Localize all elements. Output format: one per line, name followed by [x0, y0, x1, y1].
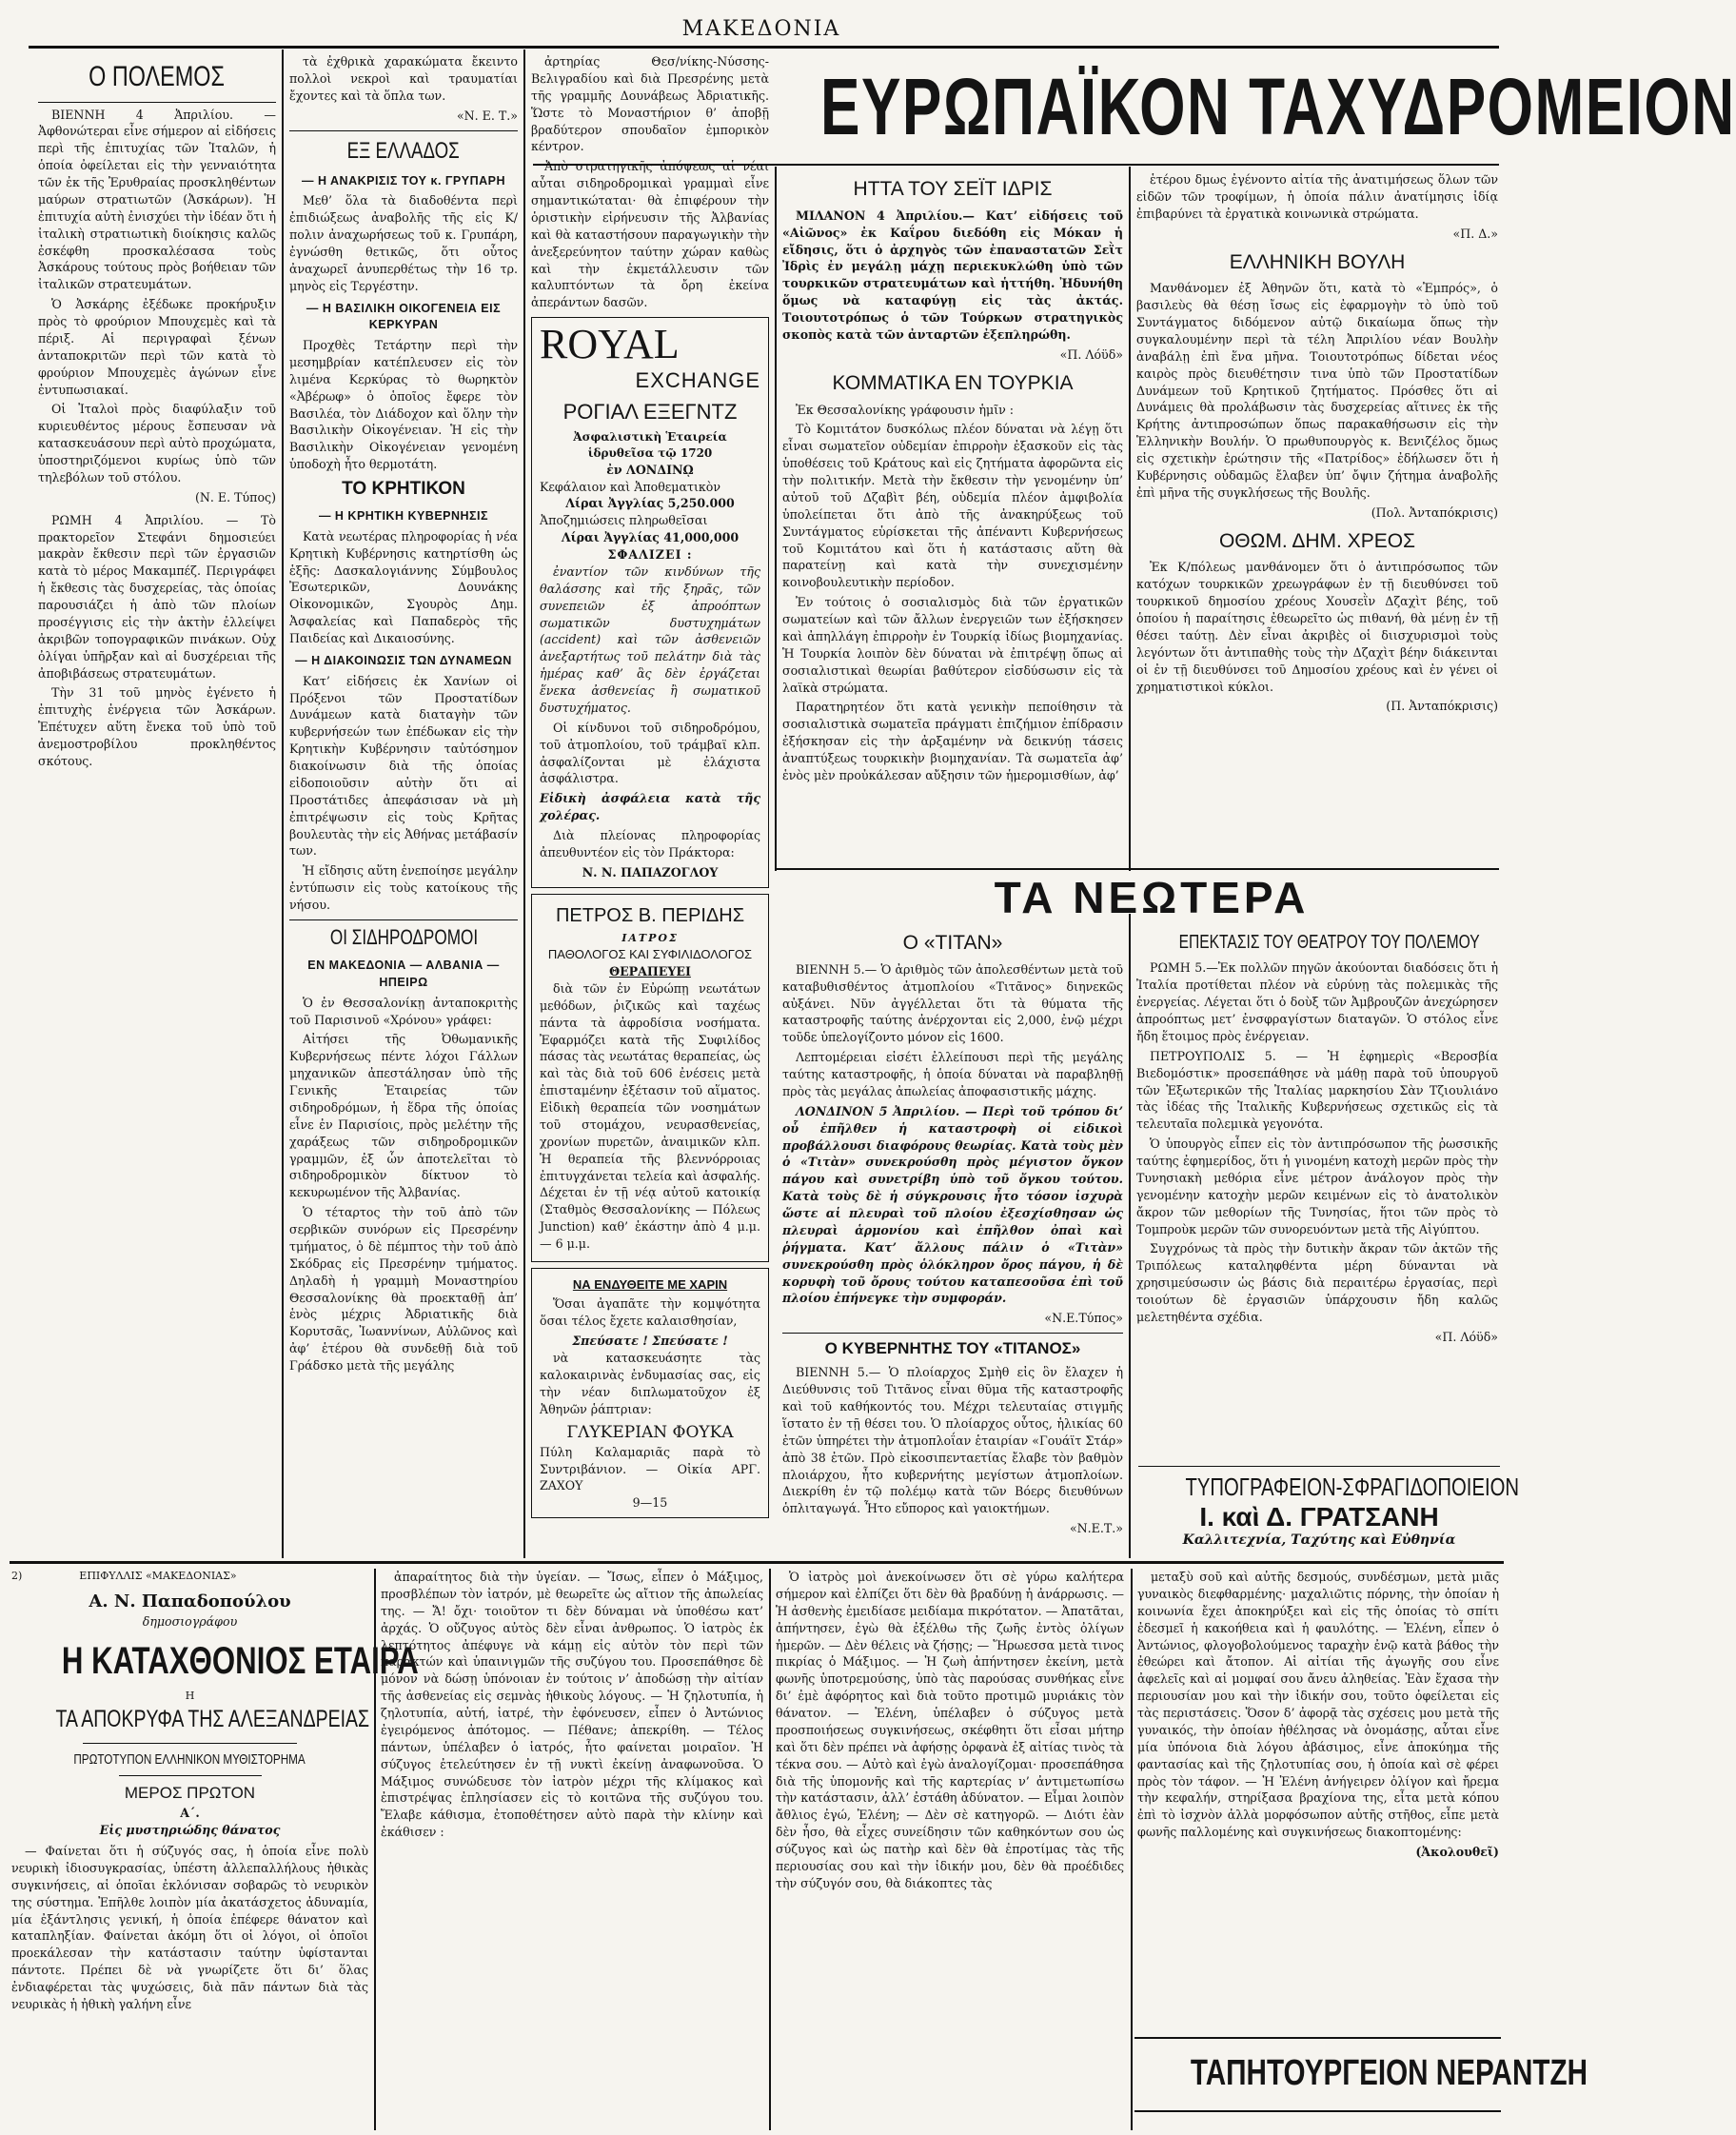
ad-nerantzi-text: ΤΑΠΗΤΟΥΡΓΕΙΟΝ ΝΕΡΑΝΤΖΗ [1190, 2053, 1588, 2093]
article-paragraph: Προχθὲς Τετάρτην περὶ τὴν μεσημβρίαν κατέπλευσεν εἰς τὸν λιμένα Κερκύρας τὸ θωρηκτὸν «Ἀβέρωφ» ὁ ὁποῖος ἔφερε τὸν Βασιλέα, τὸν Διάδοχον καὶ ὅλην τὴν Βασιλικὴν Οἰκογένειαν. Ἡ εἰς τὴν Βασιλικὴν Οἰκογένειαν γενομένη ὑποδοχὴ ἦτο θερμοτάτη. [289, 338, 518, 472]
subhead: — Η ΒΑΣΙΛΙΚΗ ΟΙΚΟΓΕΝΕΙΑ ΕΙΣ ΚΕΡΚΥΡΑΝ [306, 301, 502, 332]
article-paragraph: ΠΕΤΡΟΥΠΟΛΙΣ 5. — Ἡ ἐφημερὶς «Βεροσβία Βιεδομόστικ» προσεπάθησε νὰ μάθῃ παρὰ τοῦ ὑπουργοῦ τῶν Ἐξωτερικῶν τῆς Ἰταλίας μαρκησίου Σὰν Τζιουλιάνο τὰς ἰδέας τῆς Ἰταλικῆς Κυβερνήσεως σχετικῶς εἰς τὰ τελευταῖα πολεμικὰ γεγονότα. [1136, 1048, 1498, 1132]
neotera-rule-top [776, 868, 1499, 870]
column-rule [282, 49, 284, 1558]
war-title [38, 57, 276, 103]
top-rule [29, 46, 1499, 49]
column-war-theatre [1136, 925, 1498, 1477]
article-paragraph: ἀρτηρίας Θεσ/νίκης-Νύσσης-Βελιγραδίου καὶ διὰ Πρεσρένης μετὰ τῆς γραμμῆς Δουνάβεως Ἀδριατικῆς. Ὥστε τὸ Μοναστήριον θ’ ἀποβῇ βραδύτερον σπουδαῖον ἐμπορικὸν κέντρον. [531, 54, 769, 154]
war-title-text: Ο ΠΟΛΕΜΟΣ [89, 61, 226, 92]
ad-royal-line9: Λίραι Ἀγγλίας 41,000,000 [561, 530, 740, 545]
column-ads [531, 53, 769, 1557]
banner-rule [533, 164, 1499, 166]
subhead-idris: ΗΤΤΑ ΤΟΥ ΣΕΪΤ ΙΔΡΙΣ [853, 178, 1053, 200]
banner-european-post [820, 49, 1736, 164]
ad-gratsani-line1 [1138, 1473, 1520, 1502]
article-paragraph: Οἱ Ἰταλοὶ πρὸς διαφύλαξιν τοῦ κυριευθέντος μέρους ἔσπευσαν νὰ κατασκευάσουν περὶ αὐτὸ προχώματα, ὑποστηριζόμενοι κυρίως ὑπὸ τῶν τηλεβόλων τοῦ στόλου. [38, 402, 276, 484]
article-paragraph: ΒΙΕΝΝΗ 4 Ἀπριλίου. — Ἀφθονώτεραι εἶνε σήμερον αἱ εἰδήσεις περὶ τῆς ἐπιτυχίας τῶν Ἰταλῶν, ἡ ὁποία ὀφείλεται εἰς τὴν γενναιότητα τῶν ἐκ τῆς Ἐρυθραίας προσκληθέντων μαύρων στρατιωτῶν (Ἀσκάρων). Ἡ ἐπιτυχία αὐτὴ ἐνισχύει τὴν ἰδέαν ὅτι ἡ ἰταλικὴ στρατιωτικὴ διοίκησις καλῶς ἐσκέφθη προσκαλέσασα τοὺς Ἀσκάρους τούτους πρὸς βοήθειαν τῶν ἰταλικῶν στρατευμάτων. [38, 107, 276, 292]
article-paragraph: ἑτέρου δμως ἐγένοντο αἰτία τῆς ἀνατιμήσεως ὅλων τῶν εἰδῶν τῶν τροφίμων, ἡ ὁποία πάλιν ἀνατίμησις ἰδίᾳ ἐπιβαρύνει τὰ ἐργατικὰ κοινωνικὰ στρώματα. [1136, 172, 1498, 221]
feuilleton-column-1 [11, 1569, 419, 2130]
ad-royal-line3: ΡΟΓΙΑΛ ΕΞΕΓΝΤΖ [562, 400, 738, 425]
article-paragraph: Ἀπὸ στρατηγικῆς ἀπόψεως αἱ νέαι αὗται σιδηροδρομικαὶ γραμμαὶ εἶνε σημαντικώταται· θὰ ἐπιφέρουν τὴν ὁριστικὴν εἰρήνευσιν τῆς Ἀλβανίας καὶ θὰ καταστήσουν παραγωγικὴν τὴν ἀνεξερεύνητον ταύτην χώραν καθὼς καὶ τὴν ἐκμετάλλευσιν τῶν καλυπτόντων τὰ ὄρη ἐκείνα ἀπεράντων δασῶν. [531, 159, 769, 310]
ad-royal-line5: ἐν ΛΟΝΔΙΝῼ [606, 462, 694, 477]
feuilleton-subtitle [11, 1703, 368, 1737]
feuilleton-author: Α. Ν. Παπαδοπούλου [89, 1591, 291, 1611]
article-paragraph: Ἐκ Κ/πόλεως μανθάνομεν ὅτι ὁ ἀντιπρόσωπος τῶν κατόχων τουρκικῶν χρεωγράφων ἐν τῇ διευθύνσει τοῦ τουρκικοῦ δημοσίου χρέους Χουσεῒν Δζαχὶτ βέης, τοῦ ὁποίου ἡ παραίτησις ἐθεωρεῖτο ὡς πιθανή, θὰ μένῃ ἐν τῇ θέσει ταύτῃ. Δὲν εἶναι ἀκριβὲς οἱ διισχυρισμοὶ τοὺς λεγόντων ὅτι ἀντιπαθὴς τοὺς τὴν Δζαχὶτ βέην διάκεινται οἱ ἐν τῇ διευθύνσει τοῦ Δημοσίου χρέους καὶ ἐν γένει οἱ χρηματιστικοὶ κύκλοι. [1136, 560, 1498, 694]
column-rule [769, 1569, 771, 2130]
feuilleton-title [11, 1634, 419, 1689]
article-paragraph: Κατ’ εἰδήσεις ἐκ Χανίων οἱ Πρόξενοι τῶν Προστατίδων Δυνάμεων κατὰ διαταγὴν τῶν κυβερνήσεών των ἐπέδωκαν εἰς τὴν Κρητικὴν Κυβέρνησιν ταὐτόσημον διακοίνωσιν διὰ τῆς ὁποίας εἰδοποιοῦσιν αὐτὴν ὅτι αἱ Προστάτιδες ἀπεφάσισαν νὰ μὴ ἐπιτρέψωσιν εἰς τοὺς Κρῆτας βουλευτὰς τὴν εἰς Ἀθήνας μετάβασίν των. [289, 673, 518, 859]
article-paragraph: Παρατηρητέον ὅτι κατὰ γενικὴν πεποίθησιν τὰ σοσιαλιστικὰ σωματεῖα πράγματι ἐπιζήμιον ἐπίδρασιν ἐξήσκησαν εἰς τὴν ἀρξαμένην νὰ δεικνύῃ τάσεις ἀναπτύξεως τουρκικὴν βιομηχανίαν. Τὰ σωματεῖα ἀφ’ ἑνὸς μὲν προὐκάλεσαν αὔξησιν τῶν ἡμερομισθίων, ἀφ’ [782, 700, 1123, 782]
article-paragraph: Συγχρόνως τὰ πρὸς τὴν δυτικὴν ἄκραν τῶν ἀκτῶν τῆς Τριπόλεως καταληφθέντα μέρη δύνανται νὰ χρησιμεύσωσιν ὡς βάσις διὰ περαιτέρω ἐργασίας, περὶ τοιούτων δὲ ἐργασιῶν ὑπάρχουσιν ἤδη καλῶς μελετηθέντα σχέδια. [1136, 1241, 1498, 1324]
article-source: (Ν. Ε. Τύπος) [194, 489, 276, 504]
feuilleton-header [11, 1569, 368, 1584]
ad-doctor-body: διὰ τῶν ἐν Εὐρώπῃ νεωτάτων μεθόδων, ῥιζικῶς καὶ ταχέως πάντα τὰ ἀφροδίσια νοσήματα. Ἐφαρμόζει κατὰ τῆς Συφιλίδος πάσας τὰς νεωτάτας θεραπείας, ὡς καὶ τὰς διὰ τοῦ 606 ἐνέσεις μετὰ ἐπισταμένην ἐξέτασιν τοῦ αἵματος. Εἰδικὴ θεραπεία τῶν νοσημάτων τοῦ στομάχου, νευρασθενείας, χρονίων πυρετῶν, ἀναιμικῶν κλπ. Ἡ θεραπεία τῆς βλεννόρροιας ἐπιτυγχάνεται τελεία καὶ ἀσφαλής. Δέχεται ἐν τῇ νέᾳ αὐτοῦ κατοικίᾳ (Σταθμὸς Θεσσαλονίκης — Πόλεως Junction) καθ’ ἑκάστην ἀπὸ 4 μ.μ. — 6 μ.μ. [540, 980, 760, 1252]
running-head: ΜΑΚΕΔΟΝΙΑ [681, 17, 841, 41]
ad-royal-exchange [531, 317, 769, 888]
ad-royal-line8: Ἀποζημιώσεις πληρωθεῖσαι [540, 513, 708, 528]
feuilleton-column-2 [381, 1569, 763, 2130]
column-rule [1131, 1569, 1133, 2130]
subhead-chreos: ΟΘΩΜ. ΔΗΜ. ΧΡΕΟΣ [1218, 529, 1416, 552]
section-title-railways-text: ΟΙ ΣΙΔΗΡΟΔΡΟΜΟΙ [329, 924, 478, 949]
article-paragraph: ΛΟΝΔΙΝΟΝ 5 Ἀπριλίου. — Περὶ τοῦ τρόπου δι’ οὗ ἐπῆλθεν ἡ καταστροφὴ οἱ εἰδικοὶ προβάλλουσι διαφόρους θεωρίας. Κατὰ τοὺς μὲν ὁ «Τιτὰν» συνεκρούσθη πρὸς μέγιστον ὄγκον πάγου καὶ συνετρίβη ὑπὸ τοῦ ὄγκου τούτου. Κατὰ τοὺς δὲ ἡ σύγκρουσις ἦτο τόσον ἰσχυρὰ ὥστε αἱ πλευραὶ τοῦ πλοίου ἐξεσχίσθησαν ὡς πλευραὶ ἁρμονίου καὶ ἐπῆλθον ὀπαὶ καὶ ῥήγματα. Κατ’ ἄλλους πάλιν ὁ «Τιτὰν» συνεκρούσθη πρὸς ὁλόκληρον ὄρος πάγου, ἡ δὲ κορυφὴ τοῦ ὄρους τούτου καταπεσοῦσα ἐπὶ τοῦ πλοίου ἐπήνεγκε τὴν συμφοράν. [782, 1103, 1123, 1306]
ad-seamstress-body2: νὰ κατασκευάσητε τὰς καλοκαιρινὰς ἐνδυμασίας σας, εἰς τὴν νέαν διπλωματοῦχον ἐξ Ἀθηνῶν ῥάπτριαν: [540, 1351, 760, 1416]
banner-title: ΕΥΡΩΠΑΪΚΟΝ ΤΑΧΥΔΡΟΜΕΙΟΝ [820, 62, 1736, 151]
article-source: «Ν.Ε.Τύπος» [1044, 1311, 1123, 1326]
section-title-railways [289, 922, 518, 952]
article-paragraph: Λεπτομέρειαι εἰσέτι ἐλλείπουσι περὶ τῆς μεγάλης ταύτης καταστροφῆς, ἡ ὁποία δύναται νὰ παραβληθῇ πρὸς τὰς μεγάλας ἀπωλείας ἀποφασιστικῆς μάχης. [782, 1050, 1123, 1098]
ad-doctor-title: ΙΑΤΡΟΣ [621, 932, 679, 945]
article-paragraph: Ἐκ Θεσσαλονίκης γράφουσιν ἡμῖν : [796, 402, 1015, 417]
column-war [38, 53, 276, 1557]
ad-seamstress [531, 1268, 769, 1518]
article-paragraph: ΡΩΜΗ 5.—Ἐκ πολλῶν πηγῶν ἀκούονται διαδόσεις ὅτι ἡ Ἰταλία προτίθεται πλέον νὰ εὐρύνῃ τὰς πολεμικὰς τῆς ἐνεργείας. Λέγεται ὅτι ὁ δοὺξ τῶν Ἀμβρουζῶν ἀνεχώρησεν ἀπροόπτως μετ’ ἐνσφραγίστων διαταγῶν. Ὁ στόλος εἶνε ἤδη ἕτοιμος πρὸς ἐνέργειαν. [1136, 960, 1498, 1043]
ad-royal-body: ἐναντίον τῶν κινδύνων τῆς θαλάσσης καὶ τῆς ξηρᾶς, τῶν συνεπειῶν ἐξ ἀπροόπτων σωματικῶν δυστυχημάτων (accident) καὶ τῶν ἀσθενειῶν ἀνεξαρτήτως τοῦ πελάτην διὰ τὰς ἡμέρας καθ’ ἃς δὲν ἐργάζεται ἕνεκα ἀσθενείας ἢ σωματικοῦ δυστυχήματος. [540, 563, 760, 715]
feuilleton-chapter: Α΄. [180, 1806, 200, 1821]
column-rule [1129, 167, 1131, 871]
article-paragraph: Ὁ τέταρτος τὴν τοῦ ἀπὸ τῶν σερβικῶν συνόρων εἰς Πρεσρένην τμήματος, ὁ δὲ πέμπτος τὴν τοῦ ἀπὸ Σκόδρας εἰς Πρεσρένην τμήματος. Δηλαδὴ ἡ γραμμὴ Μοναστηρίου Θεσσαλονίκης θὰ προεκταθῇ ἀπ’ ἑνὸς μέχρις Ἀδριατικῆς διὰ Κορυτσᾶς, Ἰωαννίνων, Αὐλῶνος καὶ ἀφ’ ἑτέρου θὰ συνδεθῇ διὰ τοῦ Γράδσκο μετὰ τῆς μεγάλης [289, 1205, 518, 1374]
subhead-epektasis [1136, 929, 1498, 956]
ad-seamstress-title: ΝΑ ΕΝΔΥΘΕΙΤΕ ΜΕ ΧΑΡΙΝ [572, 1276, 728, 1292]
ad-royal-body3: Διὰ πλείονας πληροφορίας ἀπευθυντέον εἰς τὸν Πράκτορα: [540, 828, 760, 860]
feuilleton-genre [11, 1750, 368, 1769]
ad-royal-agent: Ν. Ν. ΠΑΠΑΖΟΓΛΟΥ [582, 864, 719, 880]
subhead: — Η ΑΝΑΚΡΙΣΙΣ ΤΟΥ κ. ΓΡΥΠΑΡΗ [302, 173, 505, 188]
feuilleton-column-3 [776, 1569, 1124, 2130]
column-rule [775, 167, 777, 871]
feuilleton-column-4 [1137, 1569, 1499, 1978]
ad-doctor-treats: ΘΕΡΑΠΕΥΕΙ [609, 964, 691, 979]
article-paragraph: Ὁ ἐν Θεσσαλονίκῃ ἀνταποκριτὴς τοῦ Παρισινοῦ «Χρόνου» γράφει: [289, 995, 518, 1027]
column-titan [782, 925, 1123, 1558]
section-title-kritikon: ΤΟ ΚΡΗΤΙΚΟΝ [342, 479, 465, 500]
ad-gratsani-line1-text: ΤΥΠΟΓΡΑΦΕΙΟΝ-ΣΦΡΑΓΙΔΟΠΟΙΕΙΟΝ [1185, 1473, 1520, 1501]
ad-doctor [531, 894, 769, 1262]
ad-doctor-specialty: ΠΑΘΟΛΟΓΟΣ ΚΑΙ ΣΥΦΙΛΙΔΟΛΟΓΟΣ [547, 946, 753, 961]
article-source: «Ν. Ε. Τ.» [456, 108, 518, 123]
ad-royal-body2: Οἱ κίνδυνοι τοῦ σιδηροδρόμου, τοῦ ἀτμοπλοίου, τοῦ τράμβαϊ κλπ. ἀσφαλίζονται μὲ ἐλάχιστα ἀσφάλιστρα. [540, 720, 760, 786]
article-paragraph: Αἰτήσει τῆς Ὀθωμανικῆς Κυβερνήσεως πέντε λόχοι Γάλλων μηχανικῶν ἀπεστάλησαν ὑπὸ τῆς Γενικῆς Ἑταιρείας τῶν σιδηροδρόμων, ἡ ἕδρα τῆς ὁποίας εἶνε ἐν Παρισίοις, πρὸς μελέτην τῆς χαράξεως τῶν σιδηροδρομικῶν γραμμῶν, ἐξ ὧν ἀποτελεῖται τὸ σιδηροδρομικὸν δίκτυον τὸ κεκυρωμένον τῆς Ἀλβανίας. [289, 1032, 518, 1200]
feuilleton-number: 2) [11, 1570, 23, 1582]
column-rule [1129, 914, 1131, 1558]
subhead-vouli: ΕΛΛΗΝΙΚΗ ΒΟΥΛΗ [1229, 250, 1406, 273]
article-paragraph: Ὁ Ἀσκάρης ἐξέδωκε προκήρυξιν πρὸς τὸ φρούριον Μπουχεμὲς καὶ τὰ πέριξ. Αἱ περιγραφαὶ ξένων ἀνταποκριτῶν περὶ τῶν κατὰ τὸ φρούριον Μπουχεμὲς ἀγώνων εἶνε ἐντυπωσιακαί. [38, 297, 276, 397]
feuilleton-text: Ὁ ἰατρὸς μοὶ ἀνεκοίνωσεν ὅτι σὲ γύρω καλήτερα σήμερον καὶ ἐλπίζει ὅτι δὲν θὰ βραδύνῃ ἡ ἀνάρρωσις. — Ἡ ἀσθενὴς ἐμειδίασε μειδίαμα πικρότατον. — Ἀπατᾶται, ἀπήντησεν, ἐγὼ θὰ ἐξέλθω τῆς ζωῆς ἐντὸς ὀλίγων ἡμερῶν. — Δὲν θέλεις νὰ ζήσῃς; — Ἥρωεσσα μετὰ τινος πικρίας ὁ Μάξιμος. — Ἡ ζωὴ ἀπήντησεν ἐκείνη, μετὰ φωνῆς ὑποτρεμούσης, ὑπὸ τὰς παρούσας συνθήκας εἶνε δι’ ἐμὲ ἀφόρητος καὶ διὰ τοῦτο προτιμῶ μυριάκις τὸν θάνατον. — Ἐλένη, ὑπέλαβεν ὁ σύζυγος μετὰ προσποιήσεως συγκινήσεως, σκέφθητι ὅτι εἶσαι μήτηρ καὶ ὅτι δὲν πρέπει νὰ ἀφήσῃς ὀρφανὰ ἐξ αἰτίας τινὸς τὰ τέκνα σου. — Αὐτὸ καὶ ἐγὼ ἀναλογίζομαι· προσεπάθησα διὰ τῆς ὑπομονῆς καὶ τῆς καρτερίας ν’ ἀντιμετωπίσω τὴν κατάστασιν, ἀλλ’ ἐστάθη ἀδύνατον. — Εἶμαι λοιπὸν ἄθλιος ἐγώ, Ἐλένη; — Δὲν σὲ κατηγορῶ. — Διότι ἐὰν δὲν ἦσο, θὰ εἶχες συνείδησιν τῶν καθηκόντων σου ὡς σύζυγος καὶ ὡς πατὴρ καὶ δὲν θὰ ἐπροτίμας τὰς τῆς περιουσίας σου καὶ τὴν ἰδικήν μου, δὲν θὰ προέδιδες τὴν σύζυγόν σου, θὰ διάκοπτες τὰς [776, 1570, 1124, 1890]
ad-royal-line2: EXCHANGE [635, 368, 760, 393]
feuilleton-title-h: Η [185, 1689, 195, 1702]
article-paragraph: Τὸ Κομιτάτον δυσκόλως πλέον δύναται νὰ λέγῃ ὅτι εἶναι σωματεῖον οὐδεμίαν ἐπιρροὴν ἐξασκοῦν εἰς τὰς ὑποθέσεις τοῦ Κράτους καὶ εἰς ζητήματα ἀφορῶντα εἰς τὴν πολιτικήν. Μετὰ τὴν ἔκθεσιν τὴν γενομένην ὑπ’ αὐτοῦ τοῦ Δζαβὶτ βέη, οὐδεμία πλέον ἀμφιβολία ὑπολείπεται ὅτι ἀπὸ τῆς ἀνακηρύξεως τοῦ Συντάγματος εὑρίσκεται τῆς ἀπέναντι Κυβερνήσεως τοῦ Κομιτάτου καὶ ὅτι ἡ κατάστασις αὕτη θὰ παρατείνῃ καὶ κατὰ τὴν συνεχισμένην κοινοβουλευτικὴν περίοδον. [782, 422, 1123, 590]
neotera-heading [914, 872, 1390, 923]
article-source: «Π. Δ.» [1452, 226, 1498, 241]
article-paragraph: ΒΙΕΝΝΗ 5.— Ὁ ἀριθμὸς τῶν ἀπολεσθέντων μετὰ τοῦ καταβυθισθέντος ἀτμοπλοίου «Τιτᾶνος» διηνεκῶς αὐξάνει. Νῦν ἀγγέλλεται ὅτι τὰ θύματα τῆς καταστροφῆς ταύτης ἀνέρχονται εἰς 2,000, ἐνῷ μέχρι τοῦδε ὑπελογίζοντο μόνον εἰς 1600. [782, 961, 1123, 1045]
article-source: (Π. Ἀνταπόκρισις) [1386, 699, 1498, 714]
subhead: ΕΝ ΜΑΚΕΔΟΝΙΑ — ΑΛΒΑΝΙΑ — ΗΠΕΙΡΩ [307, 959, 500, 989]
ad-royal-line6: Κεφάλαιον καὶ Ἀποθεματικὸν [540, 479, 721, 494]
ad-royal-line1: ROYAL [540, 321, 680, 368]
neotera-title: ΤΑ ΝΕΩΤΕΡΑ [994, 873, 1310, 922]
column-rule [523, 49, 525, 1558]
feuilleton-rule [10, 1561, 1504, 1564]
feuilleton-part: ΜΕΡΟΣ ΠΡΩΤΟΝ [124, 1784, 256, 1803]
ad-seamstress-name: ΓΛΥΚΕΡΙΑΝ ΦΟΥΚΑ [566, 1422, 734, 1442]
section-title-ellados [289, 135, 518, 168]
feuilleton-author-sub: δημοσιογράφου [142, 1614, 238, 1630]
subhead-epektasis-text: ΕΠΕΚΤΑΣΙΣ ΤΟΥ ΘΕΑΤΡΟΥ ΤΟΥ ΠΟΛΕΜΟΥ [1178, 932, 1480, 953]
article-paragraph: Ἐν τούτοις ὁ σοσιαλισμὸς διὰ τῶν ἐργατικῶν σωματείων καὶ τῶν ἄλλων ἐνεργειῶν των ἐξήσκησεν καὶ ἀπηλλάγη ἐπιρροὴν ἐν Τουρκίᾳ ἰδίως βιομηχανίας. Ἡ Τουρκία λοιπὸν δὲν δύναται νὰ ἐπιτρέψῃ ὅπως αἱ σοσιαλιστικαὶ θεωρίαι βαθύτερον εἰσδύσωσιν εἰς τὰ λαϊκὰ στρώματα. [782, 595, 1123, 695]
article-paragraph: ΜΙΛΑΝΟΝ 4 Ἀπριλίου.— Κατ’ εἰδήσεις τοῦ «Αἰῶνος» ἐκ Καΐρου διεδόθη εἰς Μόκαν ἡ εἴδησις, ὅτι ὁ ἀρχηγὸς τῶν ἐπαναστατῶν Σεῒτ Ἰδρὶς ἐν μεγάλῃ μάχῃ περιεκυκλώθη ὑπὸ τῶν τουρκικῶν στρατευμάτων καὶ ἡττήθη. Ἠδυνήθη ὅμως νὰ καταφύγῃ εἰς τὰς ἀκτάς. Τοιουτοτρόπως ὁ τῶν Τούρκων στρατηγικὸς σκοπὸς κατὰ τῶν ἀνταρτῶν ἐξεπληρώθη. [782, 208, 1123, 342]
ad-gratsani-line3: Καλλιτεχνία, Ταχύτης καὶ Εὐθηνία [1182, 1532, 1456, 1548]
feuilleton-subtitle-text: ΤΑ ΑΠΟΚΡΥΦΑ ΤΗΣ ΑΛΕΞΑΝΔΡΕΙΑΣ [55, 1706, 370, 1733]
ad-royal-line7: Λίραι Ἀγγλίας 5,250.000 [565, 496, 735, 511]
ad-nerantzi [1134, 2037, 1588, 2112]
column-greece [289, 53, 518, 1557]
ad-seamstress-address: Πύλη Καλαμαριᾶς παρὰ τὸ Συντριβάνιον. — Οἰκία ΑΡΓ. ΖΑΧΟΥ [540, 1444, 760, 1493]
ad-doctor-name: ΠΕΤΡΟΣ Β. ΠΕΡΙΔΗΣ [555, 904, 745, 926]
feuilleton-genre-text: ΠΡΩΤΟΤΥΠΟΝ ΕΛΛΗΝΙΚΟΝ ΜΥΘΙΣΤΟΡΗΜΑ [73, 1750, 306, 1768]
feuilleton-text: μεταξὺ σοῦ καὶ αὐτῆς δεσμούς, συνδέσμων, μετὰ μιᾶς γυναικὸς διεφθαρμένης· μαχαλιῶτις πόρνης, τὴν ὁποίαν ἡ κοινωνία ἔχει ἀποκηρύξει καὶ εἰς τῆς ὁποίας τὸ σπίτι ἐδεσμεῖ ἡ κακοήθεια καὶ ἡ φαυλότης. — Ἐλένη, εἶπεν ὁ Ἀντώνιος, φλογοβολούμενος ταραχὴν ἐνῷ κατὰ βάθος τὴν ἐθεώρει καὶ ἄτοπον. Αἱ αἰτίαι τῆς ἀγωγῆς σου εἶνε ἀφελεῖς καὶ αἱ μομφαί σου ἄνευ ἀληθείας. Ἐὰν ἔχασα τὴν περιουσίαν μου καὶ τὴν ἰδικήν σου, τοῦτο ὀφείλεται εἰς τὰς περιστάσεις. Ὅσον δ’ ἀφορᾷ τὰς σχέσεις μου μετὰ τῆς γυναικός, τὴν ὁποίαν ἠθέλησας νὰ ὀνομάσῃς, αὗται εἶνε μία ὑπόνοια διὰ λόγου ἀβάσιμος, εἶνε ἀποκύημα τῆς φαντασίας καὶ τῆς ζηλοτυπίας σου, ἡ ὁποία καὶ σὲ φέρει πρὸς τὸν τάφον. — Ἡ Ἐλένη ἀνήγειρεν ὀλίγον καὶ ἤρεμα τὴν κεφαλήν, στηρίξασα βραχίονα της, εἶτα μετὰ κόπου ἐπὶ τὸ ἰσχνὸν ἀλλὰ μορφόσωπον αὐτῆς στῆθος, εἶπε μετὰ φωνῆς παλλομένης καὶ συγκινήσεως διακοπτομένης: [1137, 1570, 1499, 1840]
subhead-titan: Ο «ΤΙΤΑΝ» [902, 932, 1003, 954]
feuilleton-chapter-title: Εἰς μυστηριώδης θάνατος [99, 1823, 281, 1838]
article-source: «Ν.Ε.Τ.» [1069, 1521, 1123, 1536]
subhead: — Η ΚΡΗΤΙΚΗ ΚΥΒΕΡΝΗΣΙΣ [318, 509, 489, 524]
article-paragraph: Ὁ ὑπουργὸς εἶπεν εἰς τὸν ἀντιπρόσωπον τῆς ῥωσσικῆς ταύτης ἐφημερίδος, ὅτι ἡ γινομένη κατοχὴ μερῶν πρὸς τὴν Τυνησιακὴ μεθόρια εἶνε μέτρον ἀνάλογον πρὸς τὴν γενομένην κατοχὴν μερῶν κειμένων εἰς τὸ ἀνατολικὸν ἄκρον τῶν μεθορίων τῆς Τυνησίας, ἥτοι τῶν πρὸς τὸ Τομπροὺκ μερῶν τῶν συνορευόντων μετὰ τῆς Αἰγύπτου. [1136, 1137, 1498, 1236]
feuilleton-title-text: Η ΚΑΤΑΧΘΟΝΙΟΣ ΕΤΑΙΡΑ [61, 1640, 419, 1683]
article-source: (Πολ. Ἀνταπόκρισις) [1371, 504, 1498, 520]
article-paragraph: τὰ ἐχθρικὰ χαρακώματα ἔκειντο πολλοὶ νεκροὶ καὶ τραυματίαι ἔχοντες καὶ τὰ ὅπλα των. [289, 54, 518, 103]
ad-gratsani [1138, 1466, 1520, 1557]
feuilleton-text: ἀπαραίτητος διὰ τὴν ὑγείαν. — Ἴσως, εἶπεν ὁ Μάξιμος, προσβλέπων τὸν ἰατρόν, μὲ θεωρεῖτε ὡς αἴτιον τῆς ἀπωλείας της. — Ἄ! ὄχι· τοιοῦτον τι δὲν δύναμαι νὰ ὑποθέσω κατ’ ἀρχάς. Ὁ οὔζυγος αὐτὸς δὲν εἶναι ἀνθρωπος. Ὁ ἰατρὸς ἐκ λεπτότητος ἀπέφυγε νὰ κάμῃ εἰς αὐτὸν τὸν περὶ τῶν παρακτών καὶ ὑπαινιγμῶν τῆς συζύγου του. Προσεπάθησε δὲ μόνον νὰ δώσῃ ὑπόνοιαν ἐν τούτοις ν’ ἀποδώσῃ τὴν αἰτίαν τῆς ἀσθενείας εἰς σεμνὰς ἠθικοὺς λόγους. — Ἡ ζηλοτυπία, ἡ ζηλοτυπία, αὐτή, ἰατρέ, τὴν ἐφόνευσεν, εἶπεν ὁ Ἀντώνιος ἐγειρόμενος ἀπότομος. — Πέθανε; ἀπεκρίθη. — Τέλος πάντων, ὑπέλαβεν ὁ ἰατρός, ἦτο φαίνεται μοιραῖον. Ἡ σύζυγος ἐτελεύτησεν ἐν τῇ νυκτὶ ἐκείνῃ ἀναφωνοῦσα. Ὁ Μάξιμος συνώδευσε τὸν ἰατρὸν μέχρι τῆς κλίμακος καὶ ἐπιστρέψας ἐπλησίασεν εἰς τὸ κοιτῶνα τῆς συζύγου του. Ἔλαβε κάθισμα, ἐτοποθέτησεν αὐτὸ παρὰ τὴν κλίνην καὶ ἐκάθισεν : [381, 1570, 763, 1840]
ad-seamstress-code: 9—15 [632, 1495, 668, 1511]
column-turkey [782, 171, 1123, 866]
article-paragraph: Μεθ’ ὅλα τὰ διαδοθέντα περὶ ἐπιδιώξεως ἀναβολῆς τῆς εἰς Κ/πολιν ἀναχωρήσεως τοῦ κ. Γρυπάρη, ἐγνώσθη θετικῶς, ὅτι οὗτος ἀναχωρεῖ ἀνυπερθέτως τὴν 16 τρ. μηνὸς εἰς Τεργέστην. [289, 193, 518, 293]
article-paragraph: Τὴν 31 τοῦ μηνὸς ἐγένετο ἡ ἐπιτυχὴς ἐνέργεια τῶν Ἀσκάρων. Ἐπέτυχεν αὕτη ἕνεκα τοῦ ὑπὸ τοῦ ἀνεμοστροβίλου προκληθέντος σκότους. [38, 685, 276, 768]
article-paragraph: Κατὰ νεωτέρας πληροφορίας ἡ νέα Κρητικὴ Κυβέρνησις κατηρτίσθη ὡς ἑξῆς: Δασκαλογιάννης Σύμβουλος Ἐσωτερικῶν, Δουνάκης Οἰκονομικῶν, Σγουρὸς Δημ. Ἀσφαλείας καὶ Παπαδερὸς τῆς Παιδείας καὶ Δικαιοσύνης. [289, 528, 518, 646]
ad-royal-special: Εἰδικὴ ἀσφάλεια κατὰ τῆς χολέρας. [540, 791, 760, 823]
article-source: «Π. Λόϋδ» [1059, 346, 1123, 362]
section-title-ellados-text: ΕΞ ΕΛΛΑΔΟΣ [346, 137, 461, 164]
article-paragraph: Ἡ εἴδησις αὕτη ἐνεποίησε μεγάλην ἐντύπωσιν εἰς τοὺς κατοίκους τῆς νήσου. [289, 863, 518, 913]
subhead-kommatika: ΚΟΜΜΑΤΙΚΑ ΕΝ ΤΟΥΡΚΙΑ [832, 371, 1074, 394]
column-parliament [1136, 171, 1498, 866]
article-paragraph: ΡΩΜΗ 4 Ἀπριλίου. — Τὸ πρακτορεῖον Στεφάνι δημοσιεύει μακρὰν ἔκθεσιν περὶ τῶν ἐργασιῶν κατὰ τὸ μέρος Μακαμπέζ. Περιγράφει ἡ ἔκθεσις τὰς δυσχερείας, τὰς ὁποίας παρουσιάζει ἡ ἀπὸ τῶν πλοίων προσέγγισις εἰς τὴν ἀκτὴν ἐλλείψει ἀκριβῶν τοπογραφικῶν πινάκων. Οὐχ ὀλίγαι ὑπῆρξαν καὶ αἱ δυσχέρειαι τῆς ἀποβιβάσεως στρατευμάτων. [38, 512, 276, 681]
ad-seamstress-hurry: Σπεύσατε ! Σπεύσατε ! [572, 1334, 728, 1349]
feuilleton-label: ΕΠΙΦΥΛΛΙΣ «ΜΑΚΕΔΟΝΙΑΣ» [79, 1570, 237, 1582]
ad-royal-line4: Ἀσφαλιστικὴ Ἑταιρεία ἱδρυθεῖσα τῷ 1720 [573, 429, 727, 460]
feuilleton-text: — Φαίνεται ὅτι ἡ σύζυγός σας, ἡ ὁποία εἶνε πολὺ νευρικὴ ἰδιοσυγκρασίας, ὑπέστη ἀλλεπαλλήλους ἠθικὰς συγκινήσεις, αἱ ὁποῖαι ἐκλόνισαν σοβαρῶς τὸ νευρικὸν της σύστημα. Ἐπῆλθε λοιπὸν μία ἀκατάσχετος ἀδυναμία, μία ἐξάντλησις γενική, ἡ ὁποία ἐπέφερε θάνατον καὶ καταπληξίαν. Φαίνεται ἀκόμη ὅτι οἱ λόγοι, οἱ ὁποῖοι προεκάλεσαν τὴν κατάστασιν ταύτην ὑφίστανται πάντοτε. Πρέπει δὲ νὰ γνωρίζετε ὅτι δι’ ὅλας ἐνδιαφέρεται τὰς ψυχώσεις, διὰ πᾶν πάντων διὰ τὰς νευρικὰς ἡ ἠθικὴ γαλήνη εἶνε [11, 1844, 368, 2011]
article-paragraph: ΒΙΕΝΝΗ 5.— Ὁ πλοίαρχος Σμὴθ εἰς ὃν ἔλαχεν ἡ Διεύθυνσις τοῦ Τιτᾶνος εἶναι θῦμα τῆς καταστροφῆς καὶ τοῦ καθήκοντός του. Μέχρι τελευταίας στιγμῆς ἵστατο ἐν τῇ θέσει του. Ὁ πλοίαρχος οὗτος, ἡλικίας 60 ἐτῶν ὑπηρέτει τὴν ἀτμοπλοΐαν ἑταιρίαν «Γουάϊτ Στάρ» ἀπὸ 38 ἐτῶν. Πρὸ εἰκοσιπενταετίας ἔλαβε τὸν βαθμὸν πλοιάρχου, ἦτο κυβερνήτης μεγίστων ἀτμοπλοίων. Διεκρίθη ἐν τῷ πολέμῳ κατὰ τῶν Βόερς διευθύνων ὁπλιταγωγά. Ἦτο εὔπορος καὶ γαιοκτήμων. [782, 1365, 1123, 1516]
feuilleton-continued: (Ἀκολουθεῖ) [1415, 1845, 1499, 1859]
article-paragraph: Μανθάνομεν ἐξ Ἀθηνῶν ὅτι, κατὰ τὸ «Ἐμπρός», ὁ βασιλεὺς θὰ θέσῃ ἴσως εἰς ἐφαρμογὴν τὸ ὑπὸ τοῦ Συντάγματος διδόμενον αὐτῷ δικαίωμα ὅπως τὴν συγκαλουμένην περὶ τὰ τέλη Ἀπριλίου νέαν Βουλὴν ἀναβάλῃ ἐπὶ ἕνα μῆνα. Τοιουτοτρόπως δίδεται νέος καιρὸς πρὸς διευθέτησιν τινα ὑπὸ τῶν Προστατίδων Δυνάμεων τοῦ Κρητικοῦ ζητήματος. Πρόσθες ὅτι αἱ Δυνάμεις θὰ προλάβωσιν τὰς δυσχερείας αἵτινες ἐκ τῆς Κρήτης ἀντιπροσώπων ὅπως παρακαθήσωσιν εἰς τὴν Ἑλληνικὴν Βουλήν. Ὁ πρωθυπουργὸς κ. Βενιζέλος ὅμως εἰς σχετικὴν ἐρώτησιν τῆς «Πατρίδος» ἐδήλωσεν ὅτι ἡ Κυβέρνησις οὐδαμῶς ἔλαβεν ὑπ’ ὄψιν ζήτημα ἀναβολῆς ἐπὶ μῆνα τῆς συγκλήσεως τῆς Βουλῆς. [1136, 281, 1498, 500]
ad-gratsani-line2: Ι. καὶ Δ. ΓΡΑΤΣΑΝΗ [1199, 1502, 1439, 1532]
article-source: «Π. Λόϋδ» [1434, 1329, 1498, 1344]
ad-seamstress-body: Ὅσαι ἀγαπᾶτε τὴν κομψότητα ὅσαι τέλος ἔχετε καλαισθησίαν, [540, 1296, 760, 1329]
subhead-kybernitis: Ο ΚΥΒΕΡΝΗΤΗΣ ΤΟΥ «ΤΙΤΑΝΟΣ» [824, 1339, 1081, 1358]
subhead: — Η ΔΙΑΚΟΙΝΩΣΙΣ ΤΩΝ ΔΥΝΑΜΕΩΝ [295, 653, 512, 667]
ad-royal-line10: ΣΦΑΛΙΖΕΙ : [607, 547, 693, 563]
